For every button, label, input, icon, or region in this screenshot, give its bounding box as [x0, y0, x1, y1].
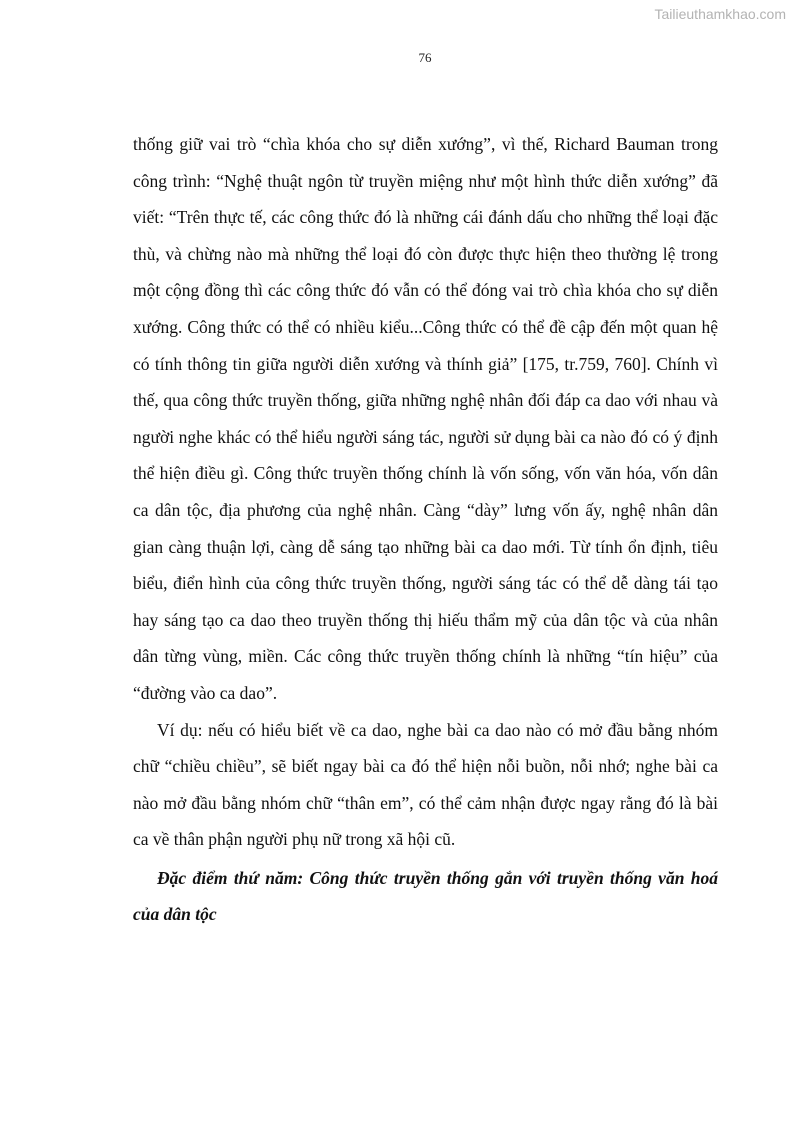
page-number: 76 [418, 50, 432, 65]
paragraph-example: Ví dụ: nếu có hiểu biết về ca dao, nghe bài ca dao nào có mở đầu bằng nhóm chữ “chiều chiều”, sẽ biết ngay bài ca đó thể hiện nỗi buồn, nỗi nhớ; nghe bài ca nào mở đầu bằng nhóm chữ “thân em”, có thể cảm nhận được ngay rằng đó là bài ca về thân phận người phụ nữ trong xã hội cũ. [133, 719, 718, 850]
document-body [133, 126, 718, 933]
paragraph-continuation: thống giữ vai trò “chìa khóa cho sự diễn xướng”, vì thế, Richard Bauman trong công trình: “Nghệ thuật ngôn từ truyền miệng như một hình thức diễn xướng” đã viết: “Trên thực tế, các công thức đó là những cái đánh dấu cho những thể loại đặc thù, và chừng nào mà những thể loại đó còn được thực hiện theo thường lệ trong một cộng đồng thì các công thức đó vẫn có thể đóng vai trò chìa khóa cho sự diễn xướng. Công thức có thể có nhiều kiểu...Công thức có thể đề cập đến một quan hệ có tính thông tin giữa người diễn xướng và thính giả” [175, tr.759, 760]. Chính vì thế, qua công thức truyền thống, giữa những nghệ nhân đối đáp ca dao với nhau và người nghe khác có thể hiểu người sáng tác, người sử dụng bài ca nào đó có ý định thể hiện điều gì. Công thức truyền thống chính là vốn sống, vốn văn hóa, vốn dân ca dân tộc, địa phương của nghệ nhân. Càng “dày” lưng vốn ấy, nghệ nhân dân gian càng thuận lợi, càng dễ sáng tạo những bài ca dao mới. Từ tính ổn định, tiêu biểu, điển hình của công thức truyền thống, người sáng tác có thể dễ dàng tái tạo hay sáng tạo ca dao theo truyền thống thị hiếu thẩm mỹ của dân tộc và của nhân dân từng vùng, miền. Các công thức truyền thống chính là những “tín hiệu” của “đường vào ca dao”. [133, 134, 718, 703]
section-heading: Đặc điểm thứ năm: Công thức truyền thống gắn với truyền thống văn hoá của dân tộc [133, 867, 718, 925]
watermark: Tailieuthamkhao.com [654, 6, 786, 22]
